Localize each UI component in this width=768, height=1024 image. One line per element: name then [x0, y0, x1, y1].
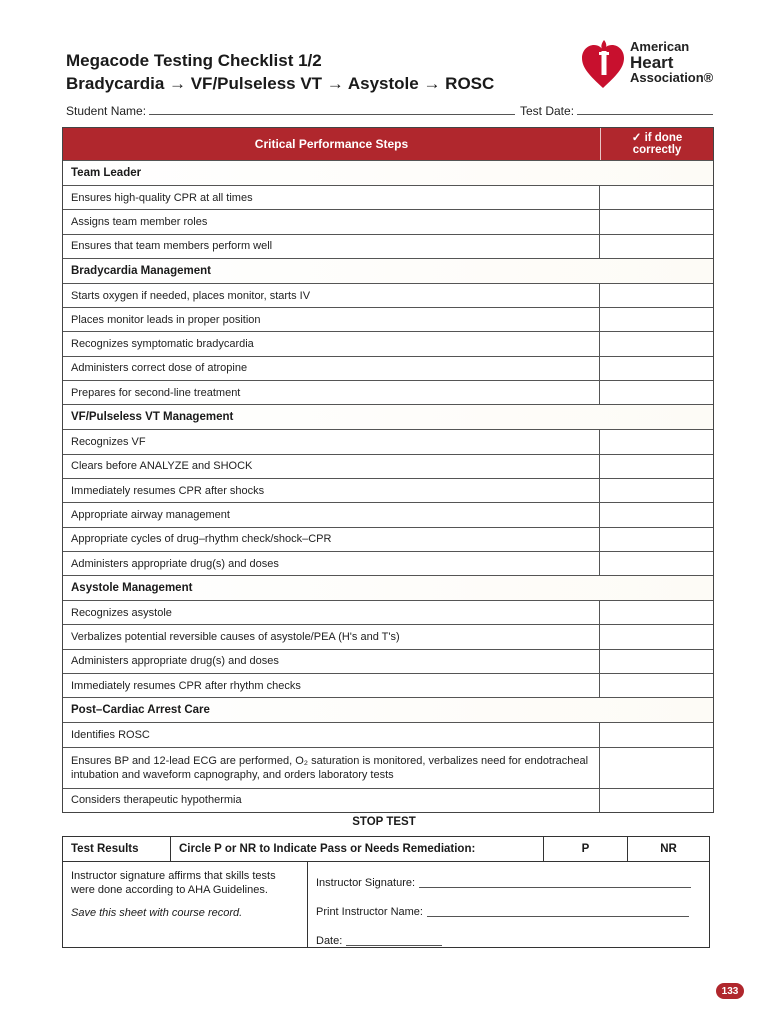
step-text: Recognizes symptomatic bradycardia: [63, 332, 600, 355]
step-text: Verbalizes potential reversible causes of asystole/PEA (H's and T's): [63, 625, 600, 648]
logo-text: American Heart Association®: [630, 39, 714, 85]
check-cell[interactable]: [600, 528, 713, 551]
check-cell[interactable]: [600, 284, 713, 307]
page-subtitle: Bradycardia → VF/Pulseless VT → Asystole → ROSC: [66, 74, 495, 93]
step-text: Clears before ANALYZE and SHOCK: [63, 455, 600, 478]
check-column-header: ✓ if done correctly: [631, 132, 683, 156]
section-heading: Bradycardia Management: [63, 258, 713, 283]
step-text: Ensures that team members perform well: [63, 235, 600, 258]
print-name-label: Print Instructor Name:: [316, 905, 423, 918]
checklist-row: [63, 283, 713, 307]
section-heading: Asystole Management: [63, 575, 713, 600]
step-text: Considers therapeutic hypothermia: [63, 789, 600, 812]
affirmation-text: Instructor signature affirms that skills tests were done according to AHA Guidelines.: [71, 870, 276, 896]
checklist-row: [63, 380, 713, 404]
check-cell[interactable]: [600, 601, 713, 624]
save-note: Save this sheet with course record.: [71, 907, 243, 919]
check-cell[interactable]: [600, 748, 713, 788]
needs-remediation-option[interactable]: NR: [660, 843, 677, 855]
check-cell[interactable]: [600, 357, 713, 380]
check-cell[interactable]: [600, 625, 713, 648]
section-heading: VF/Pulseless VT Management: [63, 404, 713, 429]
instructor-signature-label: Instructor Signature:: [316, 876, 416, 889]
check-cell[interactable]: [600, 308, 713, 331]
checklist-row: [63, 429, 713, 453]
check-cell[interactable]: [600, 650, 713, 673]
checklist-row: [63, 673, 713, 697]
check-cell[interactable]: [600, 381, 713, 404]
date-line[interactable]: [346, 936, 442, 946]
instructor-signature-line[interactable]: [419, 878, 691, 888]
test-date-field[interactable]: [520, 104, 713, 118]
step-text: Immediately resumes CPR after shocks: [63, 479, 600, 502]
checklist-row: [63, 551, 713, 575]
checklist-row: [63, 600, 713, 624]
checklist-row: [63, 209, 713, 233]
check-cell[interactable]: [600, 674, 713, 697]
checklist-row: [63, 527, 713, 551]
check-cell[interactable]: [600, 503, 713, 526]
circle-instruction: Circle P or NR to Indicate Pass or Needs Remediation:: [171, 837, 544, 861]
step-text: Recognizes VF: [63, 430, 600, 453]
signature-cell: [308, 862, 709, 948]
print-name-line[interactable]: [427, 907, 689, 917]
step-text: Starts oxygen if needed, places monitor, starts IV: [63, 284, 600, 307]
print-name-field[interactable]: [316, 897, 701, 926]
test-date-line[interactable]: [577, 105, 713, 115]
checklist-row: [63, 747, 713, 788]
step-text: Prepares for second-line treatment: [63, 381, 600, 404]
step-text: Immediately resumes CPR after rhythm checks: [63, 674, 600, 697]
student-name-line[interactable]: [149, 105, 515, 115]
step-text: Places monitor leads in proper position: [63, 308, 600, 331]
check-cell[interactable]: [600, 332, 713, 355]
check-cell[interactable]: [600, 210, 713, 233]
check-cell[interactable]: [600, 789, 713, 812]
results-body: [63, 862, 709, 948]
checklist-row: [63, 307, 713, 331]
date-label: Date:: [316, 934, 343, 947]
checklist-row: [63, 234, 713, 258]
checklist-row: [63, 478, 713, 502]
title-block: [66, 50, 494, 94]
test-date-label: Test Date:: [520, 104, 575, 118]
step-text: Appropriate cycles of drug–rhythm check/shock–CPR: [63, 528, 600, 551]
check-cell[interactable]: [600, 430, 713, 453]
step-text: Assigns team member roles: [63, 210, 600, 233]
date-field[interactable]: [316, 926, 701, 955]
step-text: Recognizes asystole: [63, 601, 600, 624]
checklist-row: [63, 185, 713, 209]
step-text: Ensures BP and 12-lead ECG are performed, O₂ saturation is monitored, verbalizes need for endotracheal intubation and waveform capnography, and orders laboratory tests: [63, 748, 600, 788]
checklist-header: [63, 128, 713, 160]
check-cell[interactable]: [600, 479, 713, 502]
step-text: Identifies ROSC: [63, 723, 600, 746]
step-text: Appropriate airway management: [63, 503, 600, 526]
check-cell[interactable]: [600, 723, 713, 746]
affirmation-cell: [63, 862, 308, 948]
instructor-signature-field[interactable]: [316, 868, 701, 897]
steps-column-header: Critical Performance Steps: [63, 128, 601, 160]
step-text: Administers appropriate drug(s) and doses: [63, 552, 600, 575]
heart-torch-icon: [580, 38, 626, 90]
step-text: Administers appropriate drug(s) and doses: [63, 650, 600, 673]
checklist-row: [63, 454, 713, 478]
pass-option[interactable]: P: [544, 837, 628, 861]
checklist-body: [63, 160, 713, 812]
check-cell[interactable]: [600, 235, 713, 258]
page-title: Megacode Testing Checklist 1/2: [66, 51, 322, 70]
student-name-label: Student Name:: [66, 104, 147, 118]
checklist-row: [63, 356, 713, 380]
test-results-label: Test Results: [63, 837, 171, 861]
check-cell[interactable]: [600, 552, 713, 575]
checklist-table: [62, 127, 714, 813]
check-cell[interactable]: [600, 186, 713, 209]
section-heading: Team Leader: [63, 160, 713, 185]
checklist-row: [63, 331, 713, 355]
results-table: [62, 836, 710, 948]
results-header: [63, 837, 709, 862]
stop-test-label: STOP TEST: [352, 816, 416, 828]
checklist-row: [63, 722, 713, 746]
student-name-field[interactable]: [66, 104, 515, 118]
check-cell[interactable]: [600, 455, 713, 478]
step-text: Administers correct dose of atropine: [63, 357, 600, 380]
section-heading: Post–Cardiac Arrest Care: [63, 697, 713, 722]
checklist-row: [63, 649, 713, 673]
checklist-row: [63, 788, 713, 812]
step-text: Ensures high-quality CPR at all times: [63, 186, 600, 209]
aha-logo: [580, 38, 720, 94]
checklist-row: [63, 624, 713, 648]
page-number-badge: 133: [716, 983, 744, 999]
checklist-row: [63, 502, 713, 526]
